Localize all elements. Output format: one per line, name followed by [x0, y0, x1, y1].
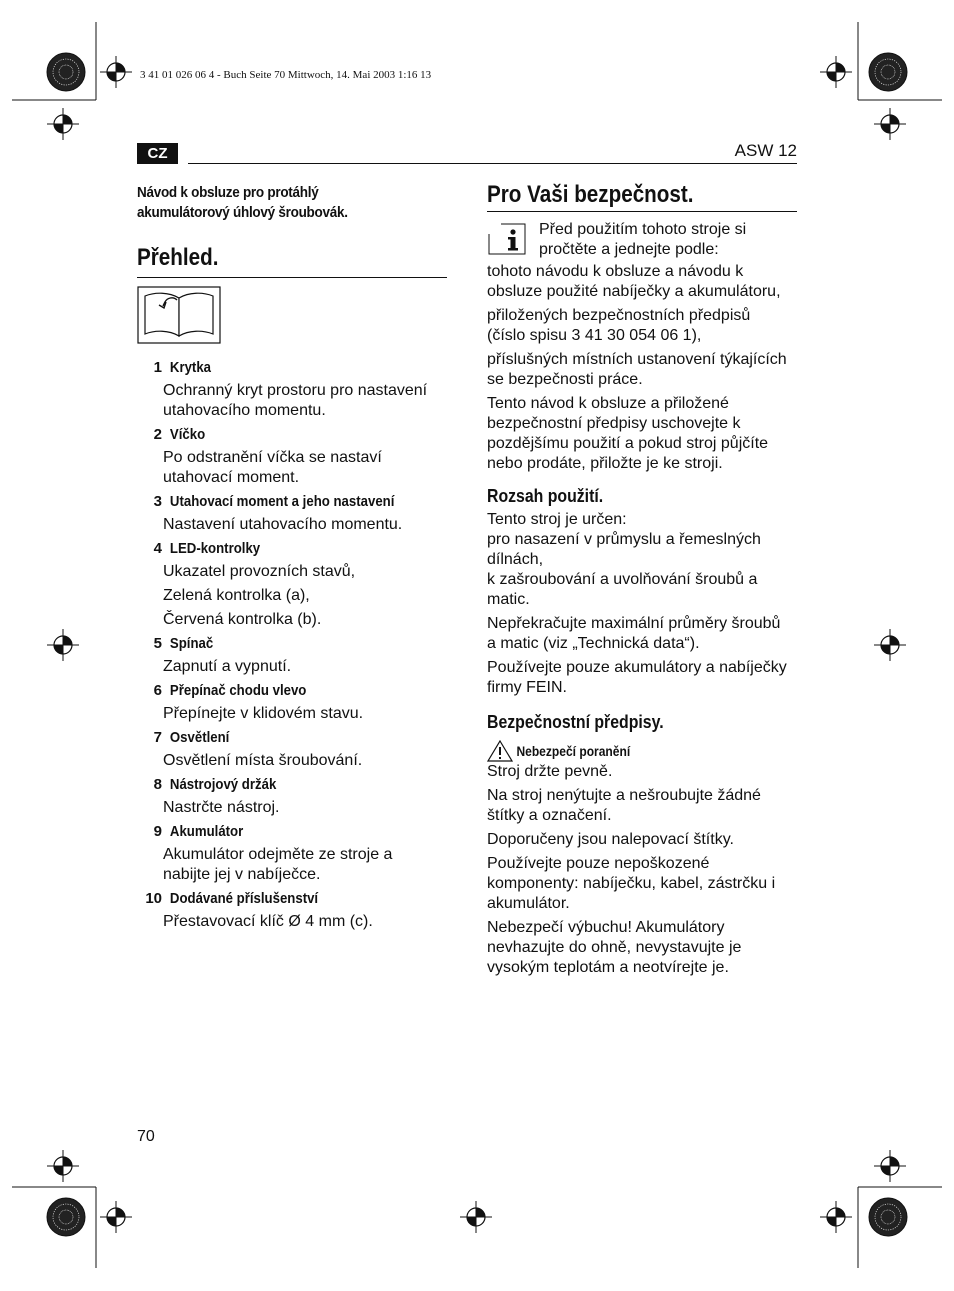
paragraph: Stroj držte pevně.	[487, 763, 613, 780]
component-item-heading: 9 Akumulátor	[153, 823, 244, 840]
manual-book-icon	[137, 286, 221, 344]
component-item-heading: 2 Víčko	[153, 426, 206, 443]
component-item-text: Přepínejte v klidovém stavu.	[163, 705, 364, 722]
component-item-text: Ochranný kryt prostoru pro nastavení utahovacího momentu.	[163, 382, 428, 419]
component-item-text: Po odstranění víčka se nastaví utahovací moment.	[163, 449, 382, 486]
component-list	[137, 358, 447, 932]
component-item-text: Zelená kontrolka (a),	[163, 587, 310, 604]
paragraph: přiložených bezpečnostních předpisů (číslo spisu 3 41 30 054 06 1),	[487, 307, 751, 344]
component-item-heading: 1 Krytka	[153, 359, 212, 376]
paragraph: Nepřekračujte maximální průměry šroubů a matic (viz „Technická data“).	[487, 615, 781, 652]
page-number: 70	[137, 1128, 155, 1145]
component-item-heading: 5 Spínač	[153, 635, 214, 652]
safety-title: Pro Vaši bezpečnost.	[487, 181, 694, 208]
overview-title: Přehled.	[137, 244, 219, 271]
rules-title: Bezpečnostní předpisy.	[487, 712, 664, 732]
component-item-text: Přestavovací klíč Ø 4 mm (c).	[163, 913, 373, 930]
paragraph: Používejte pouze akumulátory a nabíječky firmy FEIN.	[487, 659, 787, 696]
paragraph: Tento stroj je určen: pro nasazení v průmyslu a řemeslných dílnách, k zašroubování a uvolňování šroubů a matic.	[487, 511, 761, 608]
paragraph: Tento návod k obsluze a přiložené bezpečnostní předpisy uschovejte k pozdějšímu použití a pokud stroj půjčíte nebo prodáte, přiložte je ke stroji.	[487, 395, 769, 472]
component-item-text: Ukazatel provozních stavů,	[163, 563, 356, 580]
danger-heading: Nebezpečí poranění	[487, 740, 797, 762]
info-icon	[487, 222, 527, 256]
safety-rule	[487, 211, 797, 212]
header-rule	[188, 163, 797, 164]
intro-text: Návod k obsluze pro protáhlý akumulátorový úhlový šroubovák.	[137, 184, 348, 221]
component-item-heading: 8 Nástrojový držák	[153, 776, 277, 793]
component-item-heading: 7 Osvětlení	[153, 729, 230, 746]
usage-title: Rozsah použití.	[487, 486, 604, 506]
component-item-heading: 10 Dodávané příslušenství	[145, 890, 319, 907]
warning-triangle-icon	[487, 740, 513, 762]
component-item-text: Akumulátor odejměte ze stroje a nabijte jej v nabíječce.	[163, 846, 393, 883]
component-item-heading: 4 LED-kontrolky	[153, 540, 261, 557]
model-name: ASW 12	[734, 141, 797, 160]
component-item-heading: 3 Utahovací moment a jeho nastavení	[153, 493, 395, 510]
paragraph: Doporučeny jsou nalepovací štítky.	[487, 831, 734, 848]
component-item-text: Zapnutí a vypnutí.	[163, 658, 292, 675]
paragraph: Používejte pouze nepoškozené komponenty: nabíječku, kabel, zástrčku i akumulátor.	[487, 855, 776, 912]
component-item-text: Osvětlení místa šroubování.	[163, 752, 363, 769]
usage-paragraphs	[487, 510, 797, 698]
paragraph: tohoto návodu k obsluze a návodu k obsluze použité nabíječky a akumulátoru,	[487, 263, 781, 300]
right-column	[487, 180, 797, 982]
left-column	[137, 183, 447, 936]
component-item-text: Nastavení utahovacího momentu.	[163, 516, 403, 533]
paragraph: Na stroj nenýtujte a nešroubujte žádné štítky a označení.	[487, 787, 761, 824]
language-badge: CZ	[137, 143, 178, 164]
component-item-text: Nastrčte nástroj.	[163, 799, 280, 816]
rules-paragraphs	[487, 762, 797, 978]
print-info: 3 41 01 026 06 4 - Buch Seite 70 Mittwoch, 14. Mai 2003 1:16 13	[140, 69, 432, 81]
info-note: Před použitím tohoto stroje si pročtěte a jednejte podle:	[487, 220, 797, 260]
component-item-text: Červená kontrolka (b).	[163, 611, 322, 628]
component-item-heading: 6 Přepínač chodu vlevo	[153, 682, 307, 699]
overview-rule	[137, 277, 447, 278]
paragraph: Nebezpečí výbuchu! Akumulátory nevhazujte do ohně, nevystavujte je vysokým teplotám a neotvírejte je.	[487, 919, 742, 976]
safety-paragraphs	[487, 262, 797, 474]
paragraph: příslušných místních ustanovení týkajících se bezpečnosti práce.	[487, 351, 787, 388]
